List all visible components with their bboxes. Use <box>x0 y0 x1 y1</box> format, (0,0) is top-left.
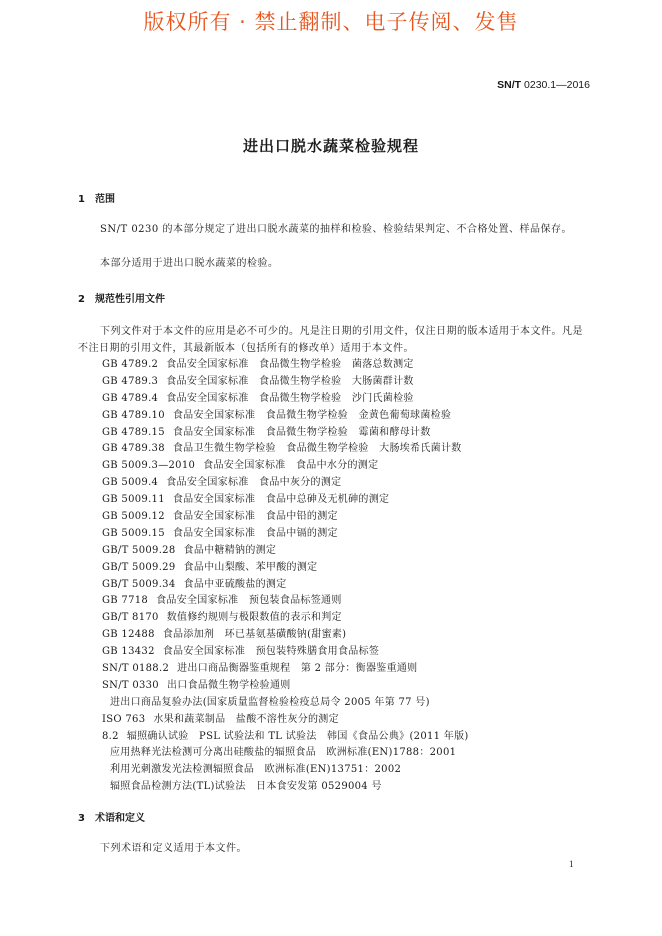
reference-item <box>102 678 602 695</box>
reference-item <box>102 695 602 712</box>
reference-item <box>102 745 602 762</box>
document-title: 进出口脱水蔬菜检验规程 <box>242 137 419 155</box>
section-2-paragraph-1 <box>78 323 590 357</box>
section-title: 规范性引用文件 <box>95 294 165 305</box>
reference-title: 进出口商品衡器鉴重规程 第 2 部分：衡器鉴重通则 <box>177 663 418 675</box>
reference-code: GB/T 5009.34 <box>102 578 176 590</box>
standard-prefix: SN/T <box>497 79 522 91</box>
reference-item <box>102 374 602 391</box>
reference-item <box>102 441 602 458</box>
reference-title: 食品安全国家标准 预包装食品标签通则 <box>156 595 342 607</box>
reference-title: 食品中山梨酸、苯甲酸的测定 <box>183 561 318 573</box>
reference-item <box>102 526 602 543</box>
section-3-paragraph-1 <box>78 840 590 857</box>
reference-item <box>102 729 602 746</box>
reference-title: 食品安全国家标准 食品微生物学检验 菌落总数测定 <box>166 359 414 370</box>
reference-item <box>102 762 602 779</box>
section-1-paragraph-2 <box>78 255 590 272</box>
reference-code: GB 13432 <box>102 646 155 658</box>
reference-title: 食品添加剂 环已基氨基磺酸钠(甜蜜素) <box>162 629 347 641</box>
reference-code: GB 4789.38 <box>102 443 165 455</box>
reference-code: GB/T 8170 <box>102 612 159 624</box>
reference-code: GB 7718 <box>102 595 149 607</box>
reference-item <box>102 509 602 526</box>
reference-item <box>102 492 602 509</box>
paragraph-text: 下列文件对于本文件的应用是必不可少的。凡是注日期的引用文件，仅注日期的版本适用于本文件。凡是不注日期的引用文件，其最新版本（包括所有的修改单）适用于本文件。 <box>78 326 583 354</box>
reference-title: 食品中亚硫酸盐的测定 <box>183 578 287 590</box>
reference-title: 进出口商品复验办法(国家质量监督检验检疫总局令 2005 年第 77 号) <box>110 696 430 708</box>
reference-code: GB 4789.15 <box>102 426 165 438</box>
reference-item <box>102 543 602 560</box>
reference-title: 利用光刺激发光法检测辐照食品 欧洲标准(EN)13751：2002 <box>110 764 402 776</box>
reference-code: GB 5009.3—2010 <box>102 460 196 472</box>
reference-item <box>102 391 602 408</box>
reference-title: 食品安全国家标准 食品微生物学检验 霉菌和酵母计数 <box>172 426 431 438</box>
reference-item <box>102 712 602 729</box>
reference-title: 食品安全国家标准 食品中总砷及无机砷的测定 <box>172 494 390 506</box>
paragraph-text: 本部分适用于进出口脱水蔬菜的检验。 <box>100 258 279 269</box>
reference-code: GB 5009.4 <box>102 477 159 489</box>
reference-item <box>102 577 602 594</box>
reference-item <box>102 475 602 492</box>
reference-code: GB 5009.15 <box>102 527 165 539</box>
reference-item <box>102 593 602 610</box>
page-number: 1 <box>569 859 574 869</box>
reference-title: 食品安全国家标准 食品中铅的测定 <box>172 511 338 523</box>
section-1-heading <box>78 190 115 205</box>
reference-item <box>102 627 602 644</box>
reference-item <box>102 661 602 678</box>
reference-code: GB 4789.4 <box>102 392 159 404</box>
reference-item <box>102 408 602 425</box>
reference-code: GB 12488 <box>102 629 155 641</box>
reference-title: 辐照食品检测方法(TL)试验法 日本食安发第 0529004 号 <box>110 781 382 793</box>
reference-title: 出口食品微生物学检验通则 <box>166 679 291 691</box>
reference-title: 水果和蔬菜制品 盐酸不溶性灰分的测定 <box>153 713 339 725</box>
section-3-heading <box>78 809 145 824</box>
reference-title: 食品安全国家标准 食品中灰分的测定 <box>166 477 342 489</box>
paragraph-text: SN/T 0230 的本部分规定了进出口脱水蔬菜的抽样和检验、检验结果判定、不合格处置、样品保存。 <box>100 224 572 235</box>
reference-code: GB 4789.2 <box>102 359 159 370</box>
section-1-paragraph-1 <box>78 221 590 238</box>
standard-code: 0230.1—2016 <box>524 79 590 91</box>
reference-item <box>102 644 602 661</box>
paragraph-text: 下列术语和定义适用于本文件。 <box>100 843 247 854</box>
reference-code: GB 5009.12 <box>102 511 165 523</box>
reference-code: SN/T 0330 <box>102 679 159 691</box>
normative-references-list <box>102 357 602 796</box>
reference-item <box>102 425 602 442</box>
reference-item <box>102 610 602 627</box>
reference-code: ISO 763 <box>102 713 146 725</box>
reference-title: 食品安全国家标准 食品中镉的测定 <box>172 527 338 539</box>
reference-title: 辐照确认试验 PSL 试验法和 TL 试验法 韩国《食品公典》(2011 年版) <box>126 730 469 742</box>
section-2-heading <box>78 290 165 305</box>
reference-code: GB/T 5009.28 <box>102 544 176 556</box>
reference-title: 食品安全国家标准 预包装特殊膳食用食品标签 <box>162 646 380 658</box>
section-number: 1 <box>78 194 85 205</box>
section-number: 3 <box>78 813 85 824</box>
reference-code: GB 4789.3 <box>102 375 159 387</box>
reference-title: 食品中糖精钠的测定 <box>183 544 277 556</box>
reference-code: GB 4789.10 <box>102 409 165 421</box>
reference-item <box>102 779 602 796</box>
section-number: 2 <box>78 294 85 305</box>
section-title: 术语和定义 <box>95 813 145 824</box>
reference-title: 食品安全国家标准 食品中水分的测定 <box>203 460 379 472</box>
reference-code: SN/T 0188.2 <box>102 663 170 675</box>
reference-code: 8.2 <box>102 730 119 742</box>
reference-item <box>102 458 602 475</box>
reference-item <box>102 357 602 374</box>
reference-code: GB/T 5009.29 <box>102 561 176 573</box>
reference-code: GB 5009.11 <box>102 494 165 506</box>
reference-title: 食品安全国家标准 食品微生物学检验 大肠菌群计数 <box>166 375 414 387</box>
reference-title: 食品卫生微生物学检验 食品微生物学检验 大肠埃希氏菌计数 <box>172 443 462 455</box>
section-title: 范围 <box>95 194 115 205</box>
reference-title: 数值修约规则与极限数值的表示和判定 <box>166 612 342 624</box>
reference-title: 食品安全国家标准 食品微生物学检验 金黄色葡萄球菌检验 <box>172 409 452 421</box>
standard-number <box>497 79 590 91</box>
reference-item <box>102 560 602 577</box>
reference-title: 食品安全国家标准 食品微生物学检验 沙门氏菌检验 <box>166 392 414 404</box>
copyright-banner: 版权所有 · 禁止翻制、电子传阅、发售 <box>143 10 519 34</box>
reference-title: 应用热释光法检测可分离出硅酸盐的辐照食品 欧洲标准(EN)1788：2001 <box>110 747 457 759</box>
